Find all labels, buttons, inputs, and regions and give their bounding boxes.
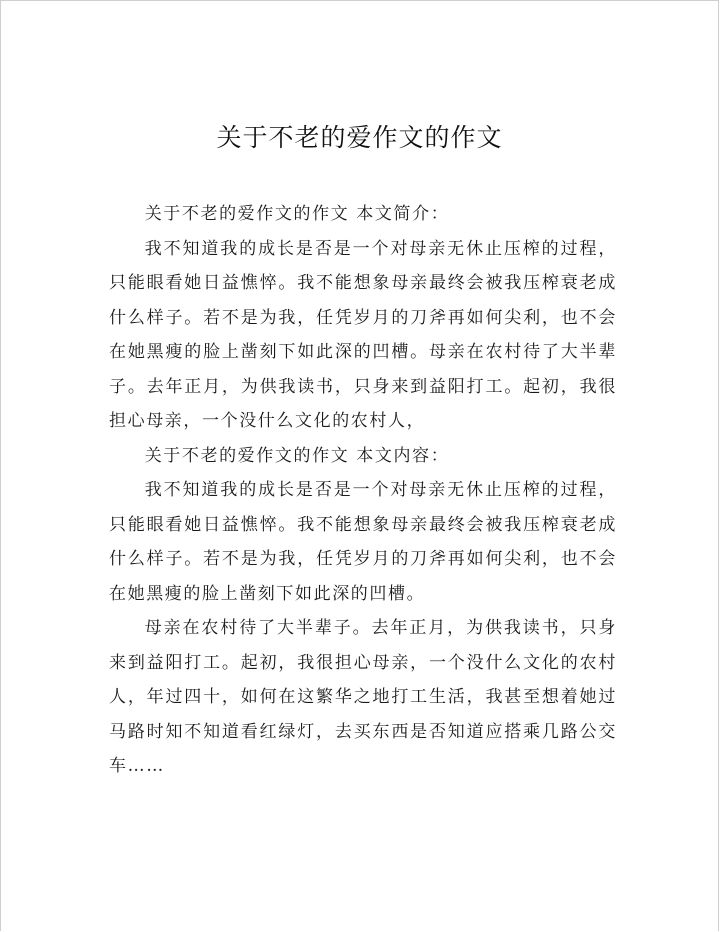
document-title: 关于不老的爱作文的作文	[216, 123, 503, 152]
paragraph-summary-heading: 关于不老的爱作文的作文 本文简介：	[144, 204, 450, 224]
paragraph-content-1: 我不知道我的成长是否是一个对母亲无休止压榨的过程，只能眼看她日益憔悴。我不能想象母亲最终会被我压榨衰老成什么样子。若不是为我，任凭岁月的刀斧再如何尖利，也不会在她黑瘦的脸上凿刻下如此深的凹槽。	[109, 480, 617, 604]
document-body	[109, 197, 617, 784]
paragraph-summary: 我不知道我的成长是否是一个对母亲无休止压榨的过程，只能眼看她日益憔悴。我不能想象母亲最终会被我压榨衰老成什么样子。若不是为我，任凭岁月的刀斧再如何尖利，也不会在她黑瘦的脸上凿刻下如此深的凹槽。母亲在农村待了大半辈子。去年正月，为供我读书，只身来到益阳打工。起初，我很担心母亲，一个没什么文化的农村人，	[109, 238, 617, 431]
paragraph-content-2: 母亲在农村待了大半辈子。去年正月，为供我读书，只身来到益阳打工。起初，我很担心母亲，一个没什么文化的农村人，年过四十，如何在这繁华之地打工生活，我甚至想着她过马路时知不知道看红绿灯，去买东西是否知道应搭乘几路公交车……	[109, 618, 617, 776]
paragraph-content-heading: 关于不老的爱作文的作文 本文内容：	[144, 445, 450, 466]
